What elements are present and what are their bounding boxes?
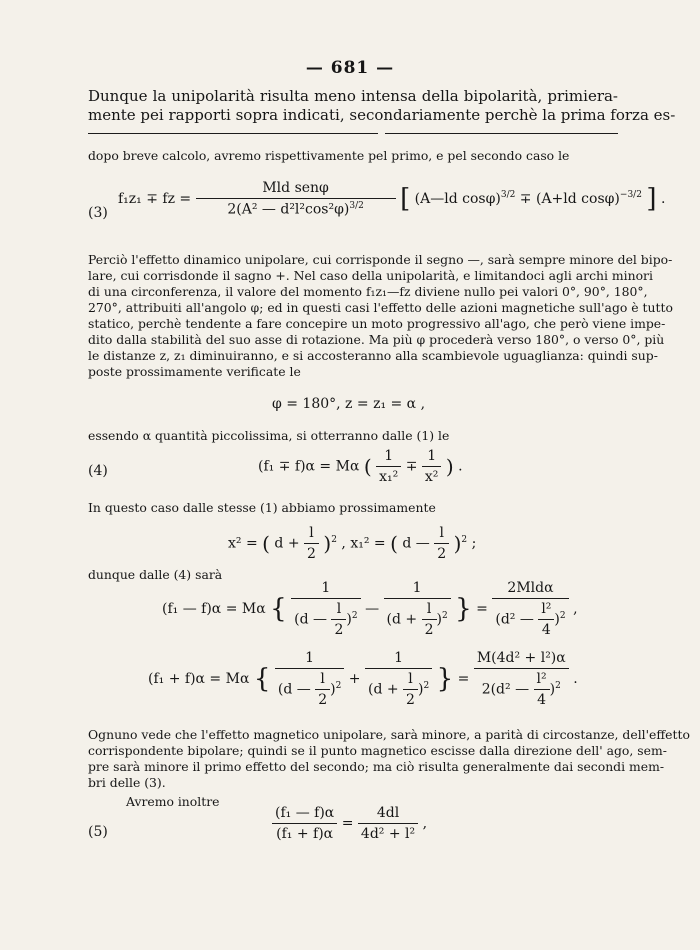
text-line: Ognuno vede che l'effetto magnetico unipolare, sarà minore, a parità di circostanze, dell'effetto [88,727,690,742]
eq4-end: . [458,458,463,475]
text-line: dito dalla stabilità del suo asse di rotazione. Ma più φ procederà verso 180°, o verso 0°, più [88,332,665,347]
half-l-fraction: $\frac{l}{2}$ [434,525,449,562]
eq3-exp-b: −3/2 [619,190,642,201]
text-line: pre sarà minore il primo effetto del secondo; ma ciò risulta generalmente dai secondi mem- [88,759,665,774]
equation-label: (4) [88,463,108,479]
eq4-fraction-1: $\frac{1}{\text{x₁²}}$ [376,448,401,485]
eqa-fraction-1: 1 (d — $\frac{l}{2}$ )$^2$ [291,580,360,638]
text-line: poste prossimamente verificate le [88,364,301,379]
equation-label: (3) [88,205,108,221]
text-line: lare, cui corrisdonde il sagno +. Nel caso della unipolarità, e limitandoci agli archi minori [88,268,653,283]
eq3-end: . [661,190,666,207]
text-line: corrispondente bipolare; quindi se il punto magnetico escisse dalla direzione dell' ago, sem- [88,743,667,758]
paragraph-2 [88,727,690,791]
text-line: statico, perchè tendente a fare concepire un moto progressivo all'ago, che però viene impe- [88,316,666,331]
text-line: le distanze z, z₁ diminuiranno, e si accosteranno alla scambievole uguaglianza: quindi sup- [88,348,658,363]
eq3-lhs: f₁z₁ ∓ fz = [118,190,192,207]
text-line: bri delle (3). [88,775,166,790]
eq3-exp-a: 3/2 [500,190,516,201]
eq3-bracket-open: [ [400,183,411,214]
eqa-fraction-2: 1 (d + $\frac{l}{2}$ )$^2$ [384,580,451,638]
eq3-denominator: 2(A² — d²l²cos²φ) [227,201,350,218]
page-number: — 681 — [305,58,395,78]
section-divider [88,133,378,134]
text-line: di una circonferenza, il valore del momento f₁z₁—fz diviene nullo pei valori 0°, 90°, 180°, [88,284,648,299]
heading-line: mente pei rapporti sopra indicati, secondariamente perchè la prima forza es- [88,106,676,124]
dunque-line: dunque dalle (4) sarà [88,567,223,582]
eq3-numerator: Mld senφ [262,180,329,196]
intro-line: dopo breve calcolo, avremo rispettivamente pel primo, e pel secondo caso le [88,148,570,163]
equation-4: (f₁ ∓ f)α = Mα ( $\frac{1}{\text{x₁²}}$ ∓ $\frac{1}{\text{x²}}$ ) . [258,448,463,485]
equation-sum: (f₁ + f)α = Mα { 1 (d — $\frac{l}{2}$ )$^2$ + 1 (d + $\frac{l}{2}$ )$^2$ } = M(4d² + l²)α 2(d² — $\frac{\text{l²}}{4}$ )$^2$ . [148,650,578,708]
eqb-fraction-2: 1 (d + $\frac{l}{2}$ )$^2$ [365,650,432,708]
eq3-bracket-close: ] [646,183,657,214]
eq4-operator: ∓ [405,458,418,475]
equation-label: (5) [88,824,108,840]
eqa-result: 2Mldα (d² — $\frac{\text{l²}}{4}$ )$^2$ [492,580,568,638]
eq3-fraction [196,180,396,218]
eq5-fraction-1: $\frac{\text{(f₁ — f)α}}{\text{(f₁ + f)α}}$ [272,805,337,842]
eq3-term-b: (A+ld cosφ) [535,190,620,207]
equation-5: $\frac{\text{(f₁ — f)α}}{\text{(f₁ + f)α}}$ = $\frac{4dl}{\text{4d² + l²}}$ , [272,805,427,842]
eq3-denominator-exponent: 3/2 [349,201,364,211]
section-divider [385,133,618,134]
caso-line: In questo caso dalle stesse (1) abbiamo prossimamente [88,500,436,515]
equation-difference: (f₁ — f)α = Mα { 1 (d — $\frac{l}{2}$ )$^2$ — 1 (d + $\frac{l}{2}$ )$^2$ } = 2Mldα (d² — $\frac{\text{l²}}{4}$ )$^2$ , [162,580,578,638]
text-line: 270°, attribuiti all'angolo φ; ed in questi casi l'effetto delle azioni magnetiche sull'ago è tutto [88,300,673,315]
eq3-operator: ∓ [519,190,532,207]
eqb-fraction-1: 1 (d — $\frac{l}{2}$ )$^2$ [275,650,344,708]
essendo-line: essendo α quantità piccolissima, si otterranno dalle (1) le [88,428,450,443]
heading-line: Dunque la unipolarità risulta meno intensa della bipolarità, primiera- [88,87,618,105]
eqb-result: M(4d² + l²)α 2(d² — $\frac{\text{l²}}{4}$ )$^2$ [474,650,569,708]
eq3-term-a: (A—ld cosφ) [414,190,501,207]
equation-x: x² = ( d + $\frac{l}{2}$ )$^2$ , x₁² = ( d — $\frac{l}{2}$ )$^2$ ; [228,525,477,562]
avremo-line: Avremo inoltre [126,794,220,809]
heading-paragraph [88,87,676,125]
eq5-fraction-2: $\frac{4dl}{\text{4d² + l²}}$ [358,805,418,842]
text-line: Perciò l'effetto dinamico unipolare, cui corrisponde il segno —, sarà sempre minore del bipo- [88,252,673,267]
half-l-fraction: $\frac{l}{2}$ [304,525,319,562]
paragraph-1 [88,252,673,380]
eq4-fraction-2: $\frac{1}{\text{x²}}$ [422,448,442,485]
eq4-lhs: (f₁ ∓ f)α = Mα [258,458,360,475]
condition-line: φ = 180°, z = z₁ = α , [272,396,426,412]
equation-3 [118,180,665,218]
